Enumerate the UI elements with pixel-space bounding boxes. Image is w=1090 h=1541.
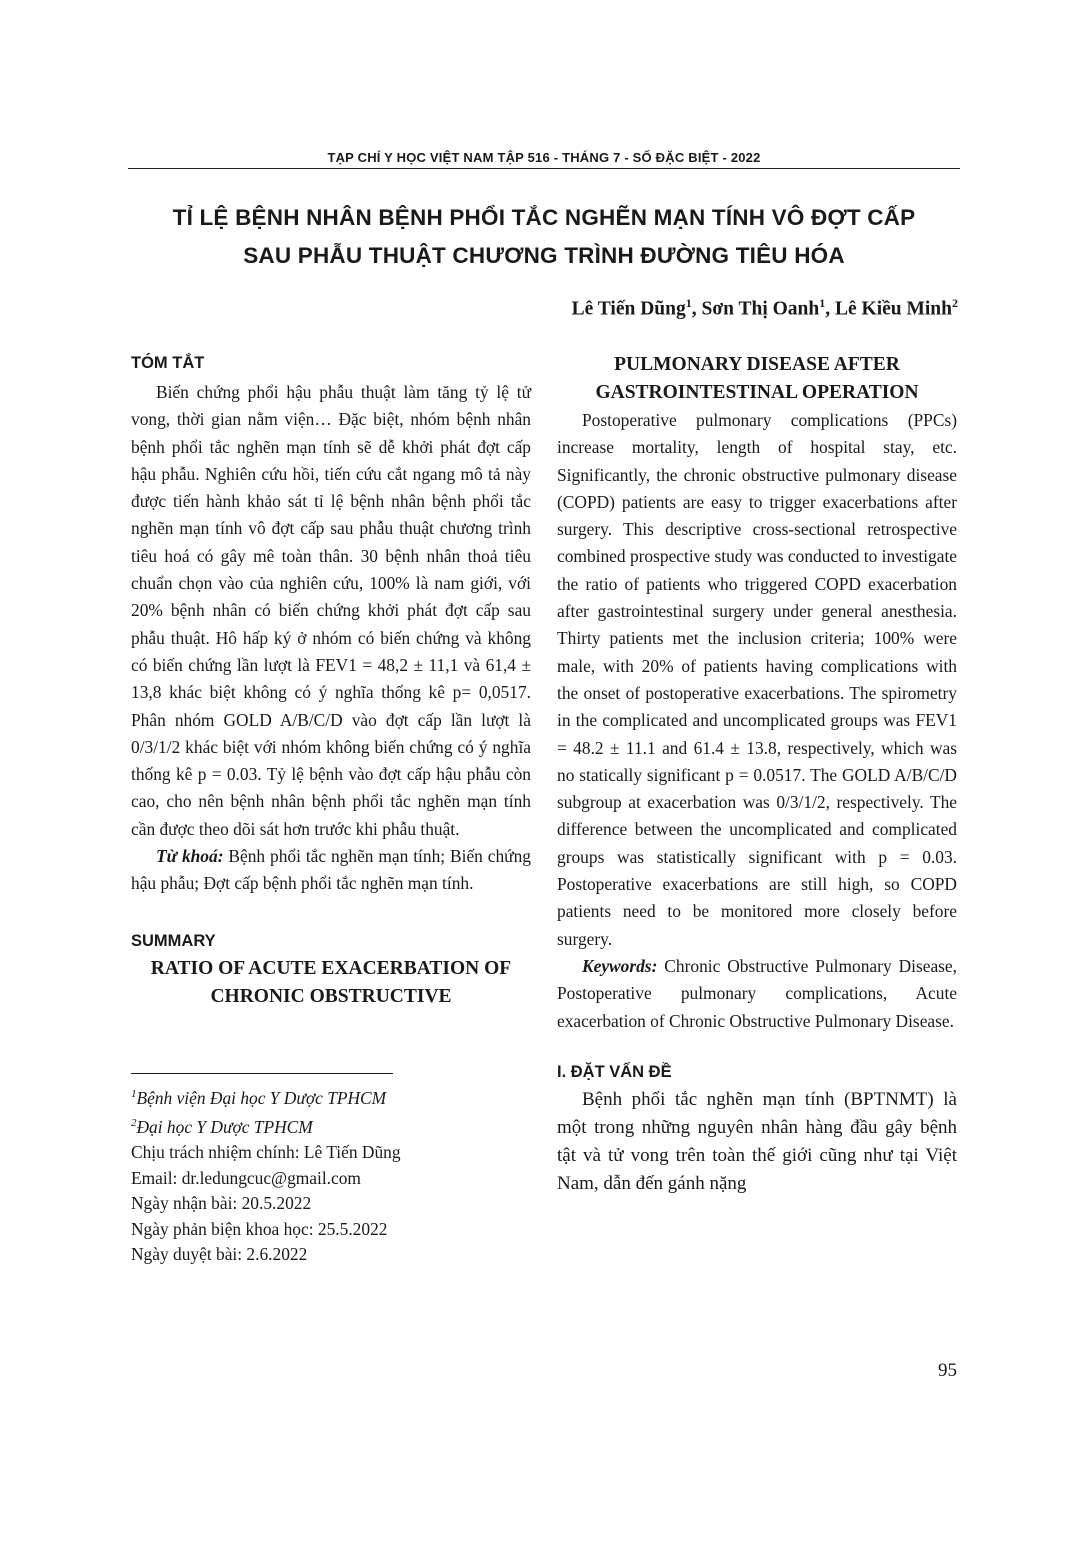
page-number: 95 <box>938 1360 957 1381</box>
abstract-keywords <box>131 843 531 898</box>
paper-title-line-1: TỈ LỆ BỆNH NHÂN BỆNH PHỔI TẮC NGHẼN MẠN TÍNH VÔ ĐỢT CẤP <box>172 205 916 230</box>
intro-heading: I. ĐẶT VẤN ĐỀ <box>557 1062 672 1081</box>
summary-title-part-2: PULMONARY DISEASE AFTER GASTROINTESTINAL OPERATION <box>595 354 919 403</box>
author-affiliation: 2 <box>952 296 958 310</box>
footnote-received: Ngày nhận bài: 20.5.2022 <box>131 1193 312 1214</box>
author-affiliation: 1 <box>819 296 826 310</box>
footnote-affiliation-1 <box>131 1082 531 1111</box>
footnote-reviewed: Ngày phản biện khoa học: 25.5.2022 <box>131 1218 388 1239</box>
footnote-aff-number: 2 <box>131 1116 137 1129</box>
author-separator: , <box>691 298 702 320</box>
keywords-label: Từ khoá: <box>156 846 224 867</box>
footnote-aff-number: 1 <box>131 1087 137 1100</box>
footnote-aff-text: Bệnh viện Đại học Y Dược TPHCM <box>136 1087 387 1108</box>
footnote-accepted: Ngày duyệt bài: 2.6.2022 <box>131 1244 308 1265</box>
abstract-body: Biến chứng phổi hậu phẫu thuật làm tăng tỷ lệ tử vong, thời gian nằm viện… Đặc biệt, nhóm bệnh nhân bệnh phổi tắc nghẽn mạn tính sẽ dễ khởi phát đợt cấp hậu phẫu. Nghiên cứu hồi, tiến cứu cắt ngang mô tả này được tiến hành khảo sát tỉ lệ bệnh nhân bệnh phổi tắc nghẽn mạn tính vô đợt cấp sau phẫu thuật chương trình tiêu hoá có gây mê toàn thân. 30 bệnh nhân thoả tiêu chuẩn chọn vào của nghiên cứu, 100% là nam giới, với 20% bệnh nhân có biến chứng khởi phát đợt cấp sau phẫu thuật. Hô hấp ký ở nhóm có biến chứng và không có biến chứng lần lượt là FEV1 = 48,2 ± 11,1 và 61,4 ± 13,8 khác biệt không có ý nghĩa thống kê p= 0,0517. Phân nhóm GOLD A/B/C/D vào đợt cấp lần lượt là 0/3/1/2 khác biệt với nhóm không biến chứng có ý nghĩa thống kê p = 0.03. Tỷ lệ bệnh vào đợt cấp hậu phẫu còn cao, cho nên bệnh nhân bệnh phổi tắc nghẽn mạn tính cần được theo dõi sát hơn trước khi phẫu thuật. <box>131 382 531 839</box>
footnote-email: Email: dr.ledungcuc@gmail.com <box>131 1167 361 1188</box>
header-rule <box>128 168 960 169</box>
author-name: Lê Kiều Minh <box>834 298 952 320</box>
keywords-text: Chronic Obstructive Pulmonary Disease, Postoperative pulmonary complications, Acute exacerbation of Chronic Obstructive Pulmonary Disease. <box>557 955 957 1031</box>
footnote-aff-text: Đại học Y Dược TPHCM <box>136 1116 313 1137</box>
author-name: Sơn Thị Oanh <box>701 298 820 320</box>
abstract-heading: TÓM TẮT <box>131 354 205 372</box>
author-affiliation: 1 <box>685 296 692 310</box>
paper-title-line-2: SAU PHẪU THUẬT CHƯƠNG TRÌNH ĐƯỜNG TIÊU HÓA <box>243 243 845 268</box>
right-column <box>557 350 957 1198</box>
keywords-text: Bệnh phổi tắc nghẽn mạn tính; Biến chứng hậu phẫu; Đợt cấp bệnh phổi tắc nghẽn mạn tính. <box>131 846 531 894</box>
summary-title-part-1: RATIO OF ACUTE EXACERBATION OF CHRONIC OBSTRUCTIVE <box>150 957 512 1007</box>
author-separator: , <box>825 298 835 320</box>
summary-body: Postoperative pulmonary complications (PPCs) increase mortality, length of hospital stay, etc. Significantly, the chronic obstructive pulmonary disease (COPD) patients are easy to trigger exacerbations after surgery. This descriptive cross-sectional retrospective combined prospective study was conducted to investigate the ratio of patients who triggered COPD exacerbation after gastrointestinal surgery under general anesthesia. Thirty patients met the inclusion criteria; 100% were male, with 20% of patients having complications with the onset of postoperative exacerbations. The spirometry in the complicated and uncomplicated groups was FEV1 = 48.2 ± 11.1 and 61.4 ± 13.8, respectively, which was no statically significant p = 0.0517. The GOLD A/B/C/D subgroup at exacerbation was 0/3/1/2, respectively. The difference between the uncomplicated and complicated groups was statistically significant with p = 0.03. Postoperative exacerbations are still high, so COPD patients need to be monitored more closely before surgery. <box>557 410 957 949</box>
running-header: TẠP CHÍ Y HỌC VIỆT NAM TẬP 516 - THÁNG 7 - SỐ ĐẶC BIỆT - 2022 <box>327 150 761 165</box>
keywords-label: Keywords: <box>582 955 658 976</box>
summary-heading: SUMMARY <box>131 931 216 950</box>
author-list <box>572 296 958 321</box>
left-column <box>131 350 531 1268</box>
summary-keywords <box>557 953 957 1035</box>
author-name: Lê Tiến Dũng <box>571 298 686 320</box>
paper-title <box>128 199 960 275</box>
footnote-affiliation-2 <box>131 1111 531 1140</box>
intro-body: Bệnh phổi tắc nghẽn mạn tính (BPTNMT) là một trong những nguyên nhân hàng đầu gây bệnh tật và tử vong trên toàn thế giới cũng như tại Việt Nam, dẫn đến gánh nặng <box>557 1088 957 1194</box>
footnote-corresponding: Chịu trách nhiệm chính: Lê Tiến Dũng <box>131 1142 401 1163</box>
